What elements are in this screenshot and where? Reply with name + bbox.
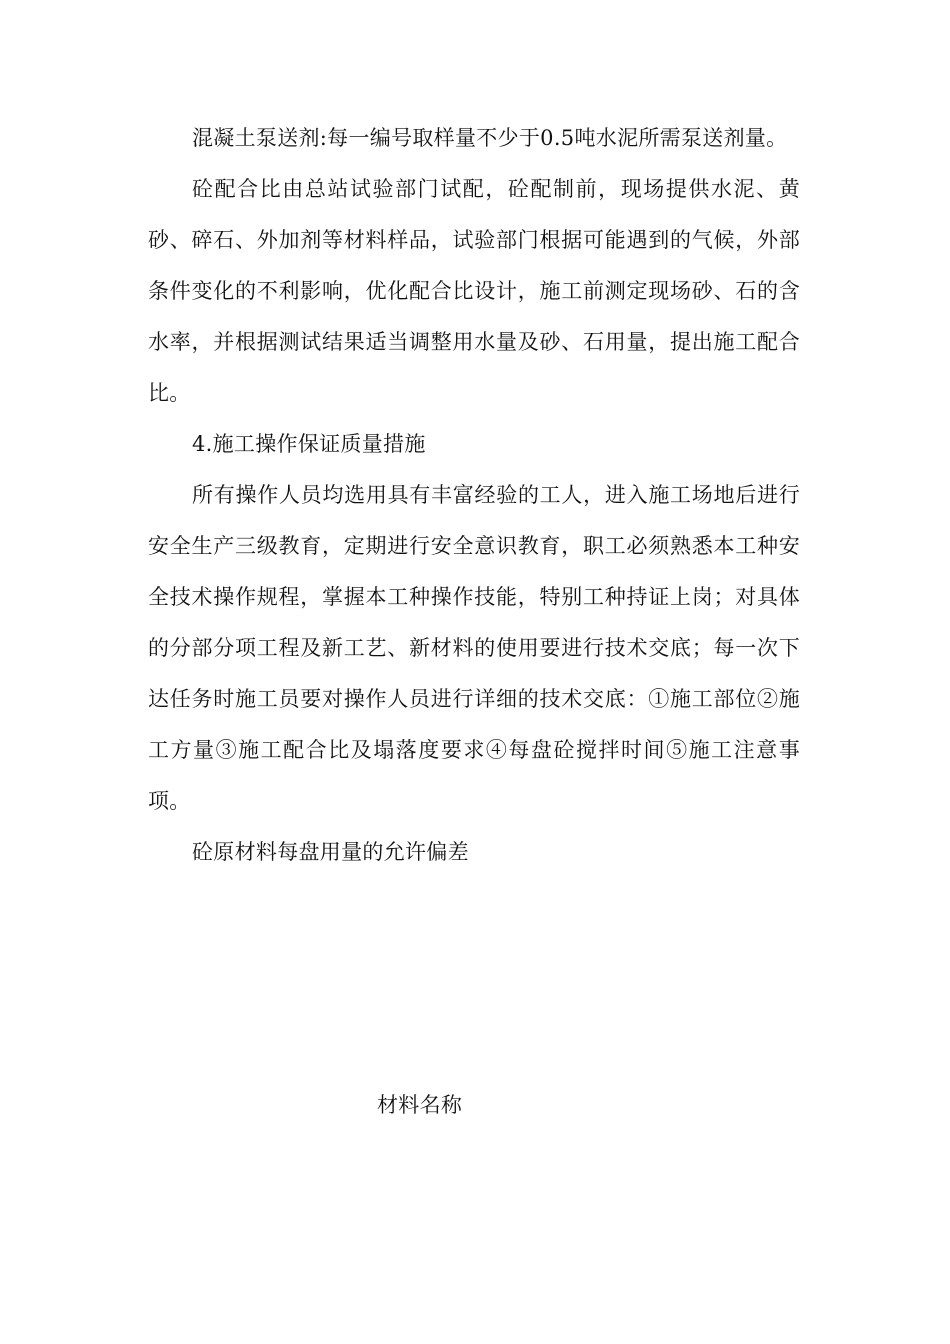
- paragraph-operator-training: 所有操作人员均选用具有丰富经验的工人，进入施工场地后进行安全生产三级教育，定期进行安全意识教育，职工必须熟悉本工种安全技术操作规程，掌握本工种操作技能，特别工种持证上岗；对具体的分部分项工程及新工艺、新材料的使用要进行技术交底；每一次下达任务时施工员要对操作人员进行详细的技术交底：①施工部位②施工方量③施工配合比及塌落度要求④每盘砼搅拌时间⑤施工注意事项。: [148, 483, 800, 813]
- section-heading-quality-measures: 4.施工操作保证质量措施: [192, 432, 426, 456]
- paragraph-pump-agent-sampling: 混凝土泵送剂:每一编号取样量不少于0.5吨水泥所需泵送剂量。: [192, 126, 788, 150]
- paragraph-allowable-deviation-title: 砼原材料每盘用量的允许偏差: [192, 840, 469, 864]
- document-body: [148, 113, 800, 878]
- table-header-material-name: 材料名称: [377, 1093, 463, 1117]
- paragraph-mix-proportion: 砼配合比由总站试验部门试配，砼配制前，现场提供水泥、黄砂、碎石、外加剂等材料样品，试验部门根据可能遇到的气候，外部条件变化的不利影响，优化配合比设计，施工前测定现场砂、石的含水率，并根据测试结果适当调整用水量及砂、石用量，提出施工配合比。: [148, 177, 800, 405]
